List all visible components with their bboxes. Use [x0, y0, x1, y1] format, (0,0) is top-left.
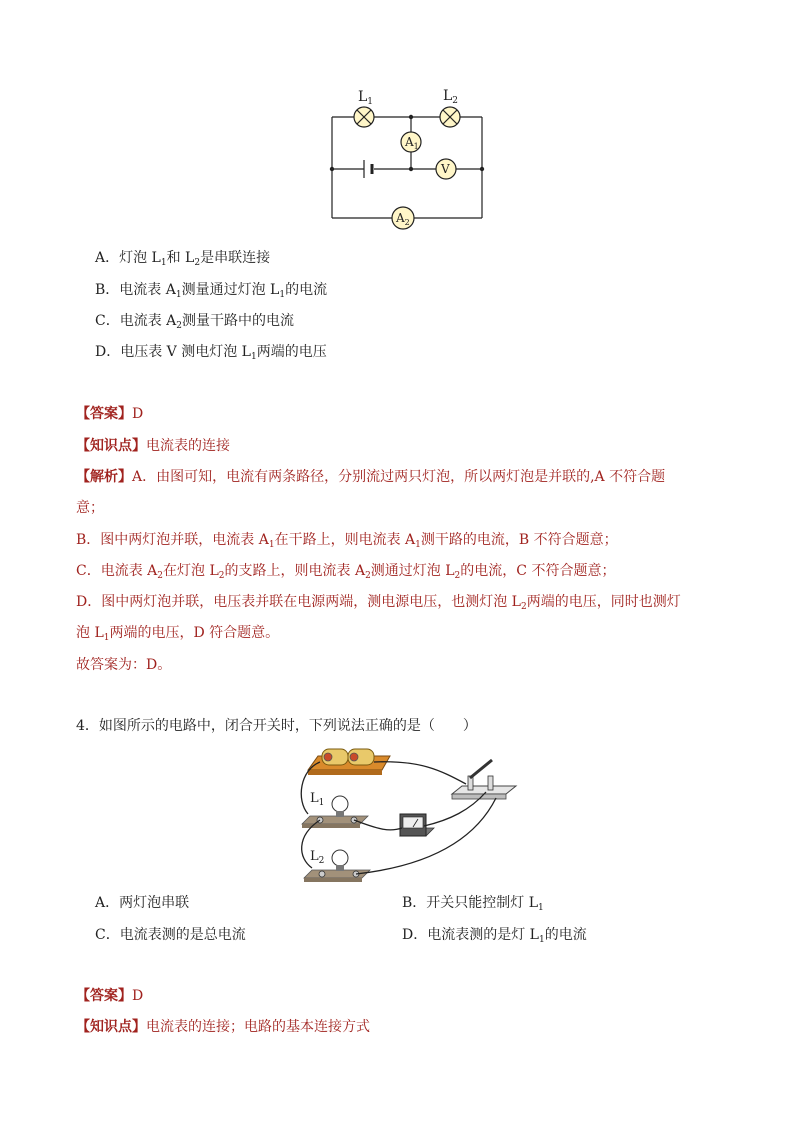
q3-analysis-line-6: [76, 623, 279, 643]
q4-option-d: [402, 925, 587, 945]
q3-option-b: [95, 280, 327, 300]
text-run: 在干路上，则电流表 A: [274, 532, 416, 548]
text-run: A．两灯泡串联: [95, 895, 190, 911]
svg-text:A2: $A_2$: [396, 211, 410, 227]
q3-analysis-line-1: [76, 467, 665, 487]
knowledge-value: 电流表的连接；电路的基本连接方式: [146, 1019, 370, 1035]
svg-text:A1: $A_1$: [405, 135, 419, 151]
subscript: 1: [175, 290, 182, 300]
text-run: 和 L: [166, 250, 195, 266]
subscript: 2: [194, 258, 201, 268]
text-run: 测量通过灯泡 L: [181, 282, 280, 298]
text-run: C．电流表 A: [76, 563, 158, 579]
q3-answer: [76, 404, 143, 424]
text-run: 两端的电压，同时也测灯: [526, 594, 681, 610]
subscript: 1: [250, 352, 257, 362]
subscript: 1: [268, 540, 275, 550]
subscript: 2: [218, 571, 225, 581]
subscript: 2: [157, 571, 164, 581]
text-run: D．电流表测的是灯 L: [402, 927, 539, 943]
subscript: 2: [176, 321, 183, 331]
text-run: 的电流: [544, 927, 587, 943]
answer-value: D: [132, 406, 144, 422]
q3-analysis-line-2: [76, 498, 104, 518]
text-run: A．灯泡 L: [95, 250, 161, 266]
analysis-label: 【解析】: [76, 469, 132, 485]
switch-icon: [452, 760, 516, 799]
knowledge-value: 电流表的连接: [146, 438, 230, 454]
svg-text:L2: $L_2$: [443, 88, 459, 106]
q3-option-a: [95, 248, 270, 268]
q4-answer: [76, 986, 143, 1006]
lamp-l1-symbol: [354, 107, 374, 127]
subscript: 1: [538, 903, 544, 913]
text-run: 的电流，C 不符合题意；: [460, 563, 616, 579]
text-run: C．电流表 A: [95, 313, 177, 329]
q3-option-d: [95, 342, 327, 362]
knowledge-label: 【知识点】: [76, 438, 146, 454]
svg-text:V: V: [441, 162, 450, 176]
text-run: 两端的电压，D 符合题意。: [109, 625, 280, 641]
text-run: C．电流表测的是总电流: [95, 927, 246, 943]
text-run: 是串联连接: [200, 250, 271, 266]
subscript: 2: [454, 571, 461, 581]
q3-analysis-line-3: [76, 530, 618, 550]
subscript: 1: [415, 540, 421, 550]
subscript: 1: [538, 935, 545, 945]
q4-question: 4．如图所示的电路中，闭合开关时，下列说法正确的是（ ）: [76, 718, 477, 734]
text-run: 的支路上，则电流表 A: [224, 563, 366, 579]
q4-option-a: [95, 893, 189, 913]
svg-text:L1: $L_1$: [310, 791, 325, 808]
text-run: 意；: [76, 500, 104, 516]
circuit-diagram-q3: [318, 80, 498, 232]
answer-label: 【答案】: [76, 988, 132, 1004]
q4-option-b: [402, 893, 544, 913]
lamp-l2-symbol: [440, 107, 460, 127]
subscript: 2: [520, 602, 527, 612]
text-run: A．由图可知，电流有两条路径，分别流过两只灯泡，所以两灯泡是并联的,A 不符合题: [132, 469, 666, 485]
svg-text:L1: $L_1$: [358, 89, 374, 107]
answer-value: D: [132, 988, 144, 1004]
q4-option-c: [95, 925, 246, 945]
answer-label: 【答案】: [76, 406, 132, 422]
text-run: B．电流表 A: [95, 282, 176, 298]
q3-knowledge: [76, 436, 230, 456]
text-run: D．图中两灯泡并联，电压表并联在电源两端，测电源电压，也测灯泡 L: [76, 594, 521, 610]
text-run: 在灯泡 L: [163, 563, 219, 579]
text-run: B．图中两灯泡并联，电流表 A: [76, 532, 269, 548]
q3-conclusion: 故答案为：D。: [76, 657, 172, 673]
text-run: 测量干路中的电流: [182, 313, 295, 329]
subscript: 1: [160, 258, 167, 268]
q3-analysis-line-4: [76, 561, 615, 581]
subscript: 1: [103, 633, 110, 643]
q4-knowledge: [76, 1017, 370, 1037]
q3-option-c: [95, 311, 294, 331]
text-run: D．电压表 V 测电灯泡 L: [95, 344, 251, 360]
q3-analysis-line-5: [76, 592, 681, 612]
text-run: B．开关只能控制灯 L: [402, 895, 539, 911]
text-run: 两端的电压: [256, 344, 327, 360]
text-run: 测通过灯泡 L: [370, 563, 455, 579]
text-run: 的电流: [285, 282, 328, 298]
subscript: 2: [365, 571, 371, 581]
knowledge-label: 【知识点】: [76, 1019, 146, 1035]
subscript: 1: [279, 290, 286, 300]
text-run: 泡 L: [76, 625, 104, 641]
circuit-photo-q4: [290, 740, 520, 888]
svg-text:L2: $L_2$: [310, 849, 325, 866]
text-run: 测干路的电流，B 不符合题意；: [420, 532, 618, 548]
